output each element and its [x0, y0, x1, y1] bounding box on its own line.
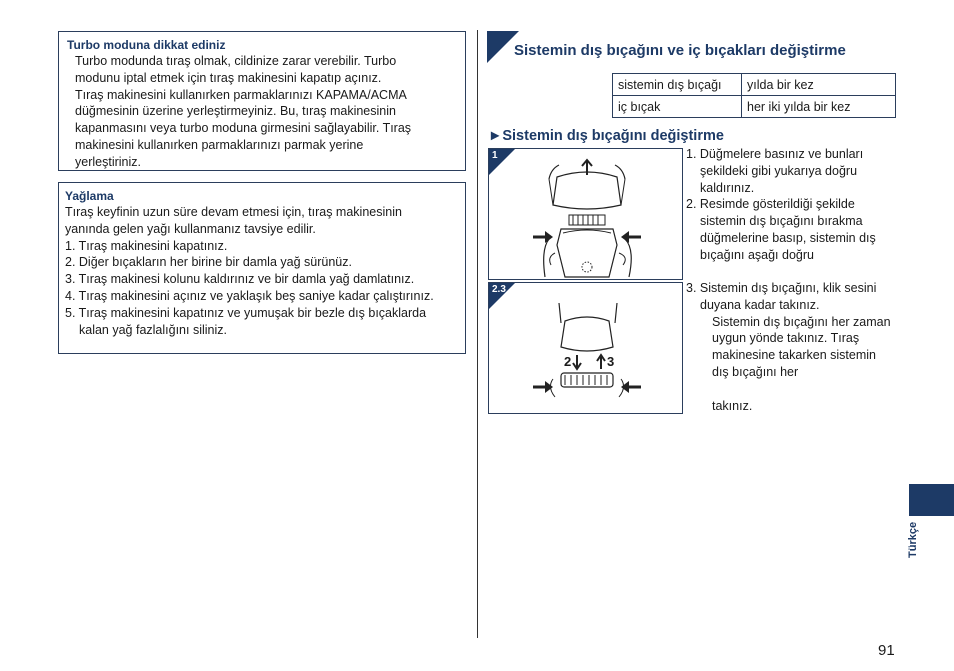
turbo-warning-title: Turbo moduna dikkat ediniz	[67, 38, 226, 52]
figure-step-label-3: 3	[607, 354, 615, 369]
table-cell: her iki yılda bir kez	[742, 96, 896, 118]
figure-number: 2.3	[492, 284, 506, 295]
list-item: 2. Diğer bıçakların her birine bir damla yağ sürünüz.	[65, 255, 352, 270]
attach-note: Sistemin dış bıçağını her zaman uygun yönde takınız. Tıraş makinesine takarken sistemin dış bıçağını her	[712, 314, 891, 379]
list-item: 1. Tıraş makinesini kapatınız.	[65, 238, 228, 253]
lubrication-title: Yağlama	[65, 189, 114, 203]
list-item: 1. Düğmelere basınız ve bunları şekildeki gibi yukarıya doğru kaldırınız.	[686, 147, 864, 195]
lubrication-box	[58, 182, 466, 354]
list-item: 3. Tıraş makinesi kolunu kaldırınız ve bir damla yağ damlatınız.	[65, 272, 415, 287]
shaver-head-attach-illustration	[489, 283, 682, 413]
table-row	[613, 96, 896, 118]
figure-number: 1	[492, 150, 498, 161]
list-item: 4. Tıraş makinesini açınız ve yaklaşık beş saniye kadar çalıştırınız.	[65, 288, 434, 303]
figure-step-2-3	[488, 282, 683, 414]
removal-steps	[686, 146, 891, 264]
attach-note-end: takınız.	[712, 398, 753, 413]
turbo-warning-text: Turbo modunda tıraş olmak, cildinize zarar verebilir. Turbo modunu iptal etmek için tıraş makinesini kapatıp açınız. Tıraş makinesini kullanırken parmaklarınızı KAPAMA/ACMA düğmesinin üzerine yerleştirmeyiniz. Bu, tıraş makinesinin kapanmasını veya turbo moduna girmesini sağlayabilir. Tıraş makinesini kullanırken parmaklarınızı parmak yerine yerleştiriniz.	[75, 54, 412, 169]
section-title: Sistemin dış bıçağını ve iç bıçakları değiştirme	[514, 42, 846, 59]
shaver-head-removal-illustration	[489, 149, 682, 279]
figure-step-label-2: 2	[564, 354, 572, 369]
attach-steps	[686, 280, 896, 415]
turbo-warning-box	[58, 31, 466, 171]
subsection-title: ►Sistemin dış bıçağını değiştirme	[488, 128, 724, 144]
table-row	[613, 74, 896, 96]
replacement-table	[612, 73, 896, 118]
language-label: Türkçe	[907, 521, 919, 559]
language-tab	[909, 484, 954, 516]
page-number: 91	[878, 642, 895, 659]
table-cell: iç bıçak	[613, 96, 742, 118]
table-cell: yılda bir kez	[742, 74, 896, 96]
list-item: 2. Resimde gösterildiği şekilde sistemin dış bıçağını bırakma düğmelerine basıp, sistemin dış bıçağını aşağı doğru	[686, 197, 876, 262]
table-cell: sistemin dış bıçağı	[613, 74, 742, 96]
column-divider	[477, 30, 478, 638]
list-item: 5. Tıraş makinesini kapatınız ve yumuşak bir bezle dış bıçaklarda kalan yağ fazlalığını siliniz.	[65, 305, 427, 337]
list-item: 3. Sistemin dış bıçağını, klik sesini duyana kadar takınız.	[686, 281, 877, 312]
figure-step-1	[488, 148, 683, 280]
lubrication-intro: Tıraş keyfinin uzun süre devam etmesi için, tıraş makinesinin yanında gelen yağı kullanmanız tavsiye edilir.	[65, 205, 402, 236]
lubrication-steps	[65, 238, 459, 339]
